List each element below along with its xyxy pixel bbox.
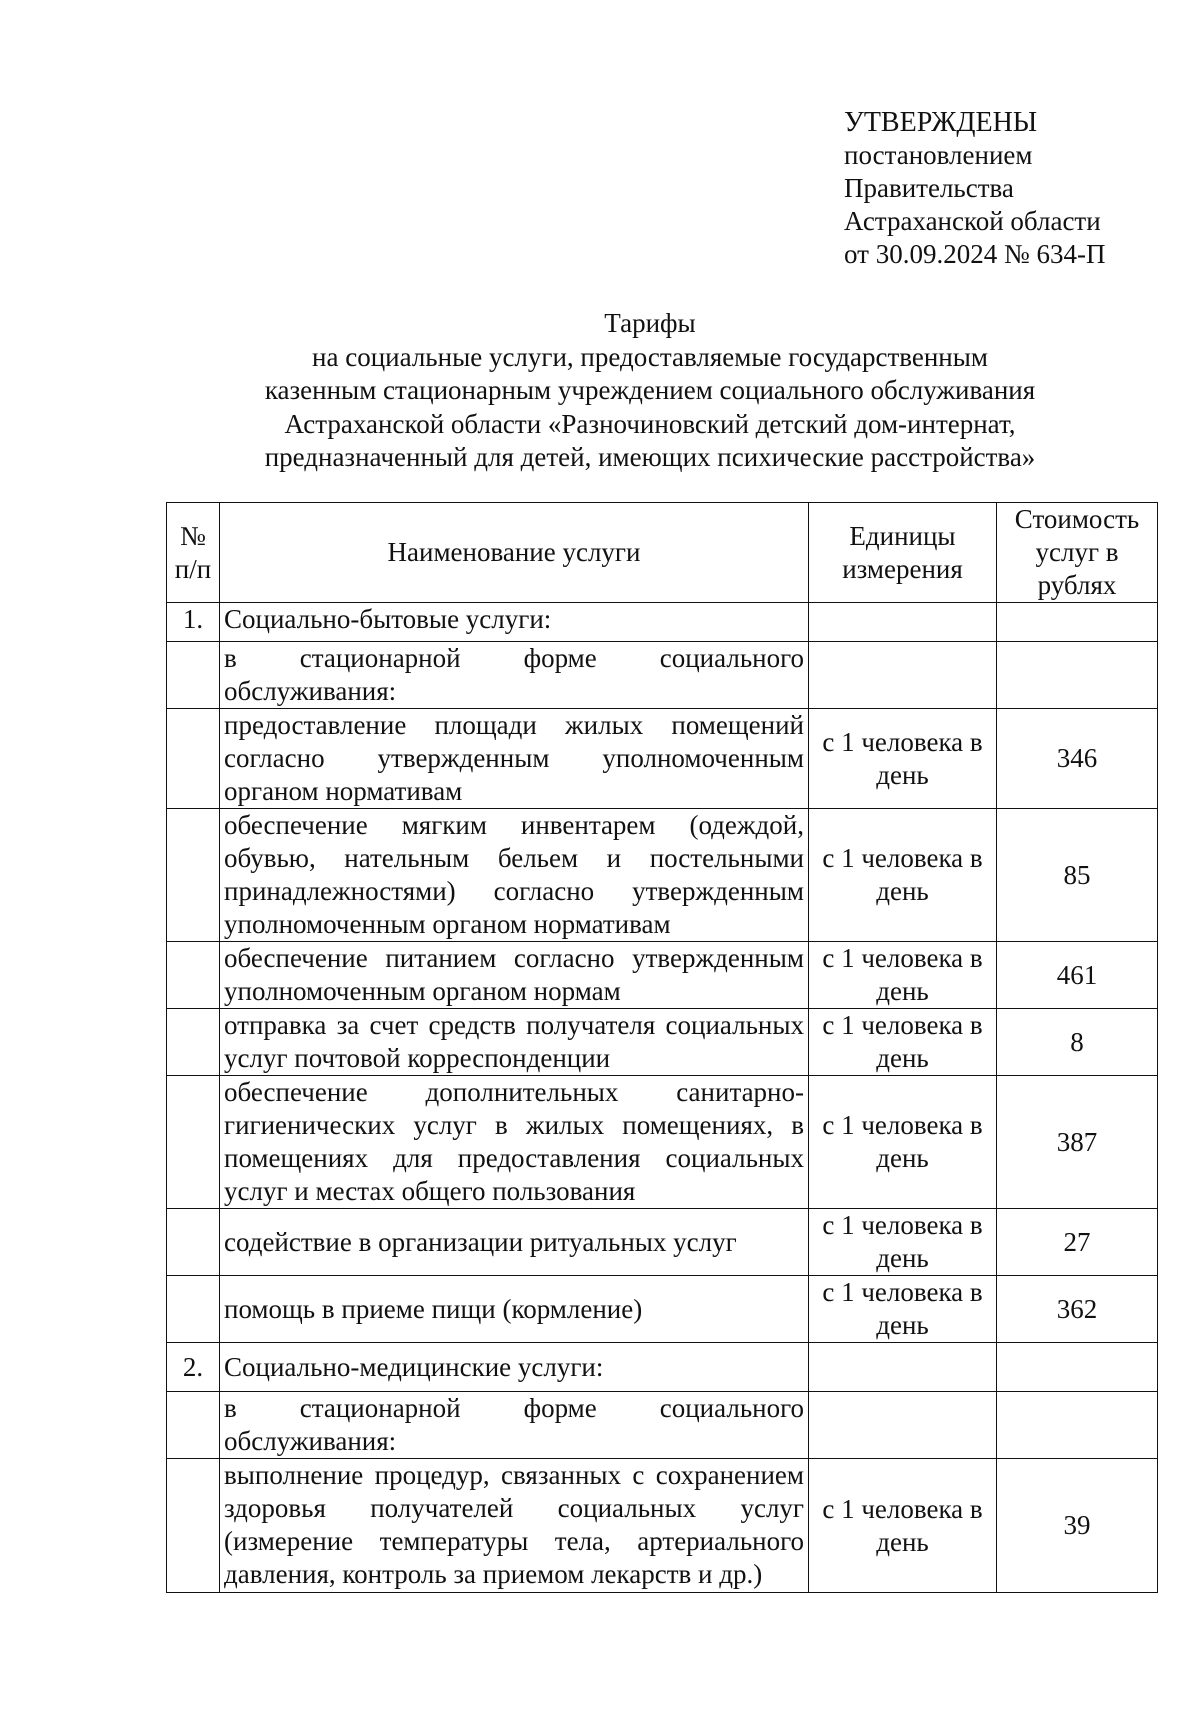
title-line: казенным стационарным учреждением социального обслуживания [264, 375, 1036, 405]
row-cost: 346 [997, 709, 1158, 809]
row-cost: 27 [997, 1209, 1158, 1276]
row-num [167, 1209, 220, 1276]
row-cost [997, 603, 1158, 642]
row-cost: 461 [997, 942, 1158, 1009]
row-name: Социально-медицинские услуги: [220, 1343, 809, 1392]
row-num [167, 709, 220, 809]
header-num: № п/п [167, 503, 220, 603]
approval-block [844, 106, 1105, 271]
row-name: в стационарной форме социального обслуживания: [220, 1392, 809, 1459]
row-unit: с 1 человека в день [809, 1276, 997, 1343]
row-unit: с 1 человека в день [809, 1076, 997, 1209]
table-row [167, 1076, 1158, 1209]
row-name: предоставление площади жилых помещений согласно утвержденным уполномоченным органом нормативам [220, 709, 809, 809]
table-row [167, 1459, 1158, 1593]
row-cost: 39 [997, 1459, 1158, 1593]
row-name: содействие в организации ритуальных услуг [220, 1209, 809, 1276]
approval-line: постановлением [844, 140, 1033, 170]
approval-heading: УТВЕРЖДЕНЫ [844, 107, 1038, 138]
row-unit: с 1 человека в день [809, 709, 997, 809]
table-row [167, 603, 1158, 642]
table-row [167, 1392, 1158, 1459]
row-name: помощь в приеме пищи (кормление) [220, 1276, 809, 1343]
row-cost: 362 [997, 1276, 1158, 1343]
row-unit: с 1 человека в день [809, 1009, 997, 1076]
row-unit: с 1 человека в день [809, 809, 997, 942]
approval-line: от 30.09.2024 № 634-П [844, 239, 1106, 269]
table-row [167, 942, 1158, 1009]
row-num [167, 642, 220, 709]
row-cost [997, 1392, 1158, 1459]
row-unit [809, 1343, 997, 1392]
row-name: обеспечение питанием согласно утвержденным уполномоченным органом нормам [220, 942, 809, 1009]
row-name: обеспечение дополнительных санитарно-гигиенических услуг в жилых помещениях, в помещениях для предоставления социальных услуг и местах общего пользования [220, 1076, 809, 1209]
table-row [167, 1009, 1158, 1076]
table-row [167, 642, 1158, 709]
row-num: 1. [167, 603, 220, 642]
table-row [167, 1209, 1158, 1276]
row-unit [809, 1392, 997, 1459]
row-name: Социально-бытовые услуги: [220, 603, 809, 642]
row-num [167, 1076, 220, 1209]
row-num [167, 1009, 220, 1076]
table-row [167, 709, 1158, 809]
title-line: Астраханской области «Разночиновский детский дом-интернат, [284, 408, 1016, 439]
row-unit: с 1 человека в день [809, 942, 997, 1009]
title-line: предназначенный для детей, имеющих психические расстройства» [264, 442, 1036, 472]
row-cost [997, 642, 1158, 709]
table-header-row [167, 503, 1158, 603]
row-num: 2. [167, 1343, 220, 1392]
row-name: в стационарной форме социального обслуживания: [220, 642, 809, 709]
row-unit: с 1 человека в день [809, 1209, 997, 1276]
row-name: обеспечение мягким инвентарем (одеждой, обувью, нательным бельем и постельными принадлежностями) согласно утвержденным уполномоченным органом нормативам [220, 809, 809, 942]
row-cost: 85 [997, 809, 1158, 942]
header-cost: Стоимость услуг в рублях [997, 503, 1158, 603]
row-unit [809, 603, 997, 642]
table-row [167, 1276, 1158, 1343]
document-title [150, 307, 1150, 475]
title-main: Тарифы [604, 308, 696, 338]
approval-line: Правительства [844, 173, 1014, 203]
header-name: Наименование услуги [220, 503, 809, 603]
tariffs-table [166, 502, 1158, 1593]
row-cost: 8 [997, 1009, 1158, 1076]
approval-line: Астраханской области [844, 206, 1101, 236]
row-name: отправка за счет средств получателя социальных услуг почтовой корреспонденции [220, 1009, 809, 1076]
table-row [167, 809, 1158, 942]
row-cost: 387 [997, 1076, 1158, 1209]
table-row [167, 1343, 1158, 1392]
row-num [167, 809, 220, 942]
row-unit [809, 642, 997, 709]
row-name: выполнение процедур, связанных с сохранением здоровья получателей социальных услуг (измерение температуры тела, артериального давления, контроль за приемом лекарств и др.) [220, 1459, 809, 1593]
row-num [167, 942, 220, 1009]
row-unit: с 1 человека в день [809, 1459, 997, 1593]
header-unit: Единицы измерения [809, 503, 997, 603]
row-num [167, 1276, 220, 1343]
row-num [167, 1392, 220, 1459]
row-cost [997, 1343, 1158, 1392]
title-line: на социальные услуги, предоставляемые государственным [312, 341, 988, 372]
row-num [167, 1459, 220, 1593]
